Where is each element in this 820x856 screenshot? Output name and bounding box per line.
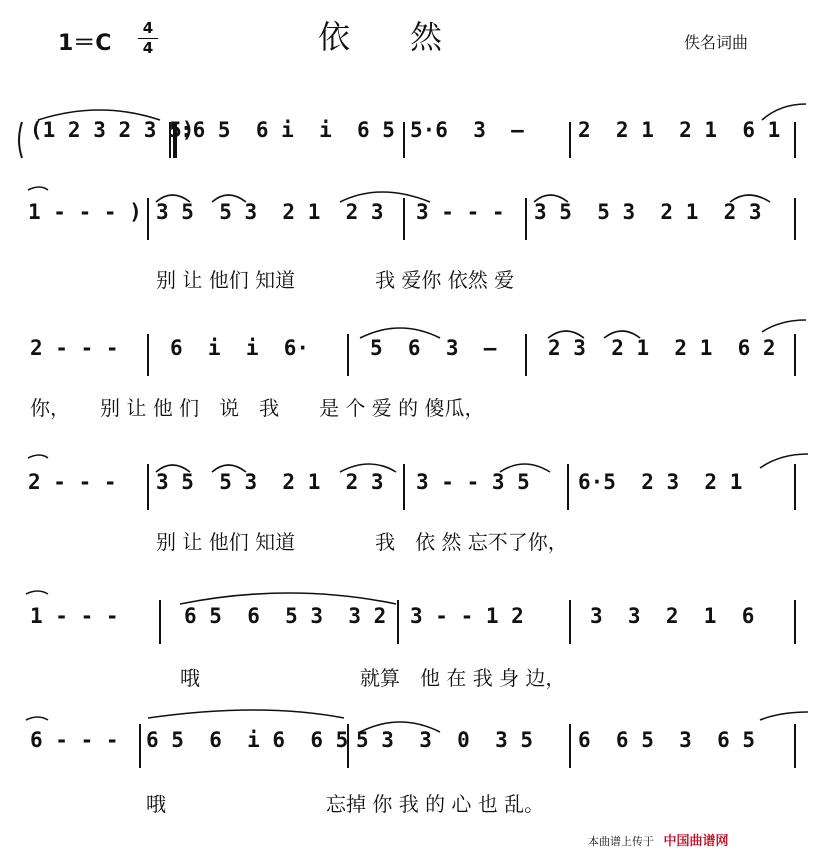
measure-4-4: 6·5 2 3 2 1 — [578, 470, 743, 494]
measure-6-2: 6 5 6 i 6 6 5 — [146, 728, 349, 752]
measure-6-3: 5 3 3 0 3 5 — [356, 728, 534, 752]
time-signature — [138, 20, 158, 57]
time-signature-top: 4 — [142, 19, 154, 37]
measure-5-1: 1 - - - — [30, 604, 119, 628]
staff-line-1 — [0, 100, 820, 170]
footer-upload-text: 本曲谱上传于 — [588, 835, 654, 848]
measure-4-3: 3 - - 3 5 — [416, 470, 530, 494]
measure-1-3: 5·6 3 — — [410, 118, 524, 142]
footer-site-logo[interactable]: 中国曲谱网 — [663, 834, 729, 849]
measure-2-1: 1 - - - ) — [28, 200, 142, 224]
measure-2-4: 3 5 5 3 2 1 2 3 — [534, 200, 762, 224]
measure-4-2: 3 5 5 3 2 1 2 3 — [156, 470, 384, 494]
measure-6-4: 6 6 5 3 6 5 — [578, 728, 756, 752]
staff-line-3 — [0, 318, 820, 388]
lyrics-line-2: 别 让 他们 知道 我 爱你 依然 爱 — [156, 268, 515, 292]
song-title: 依然 — [318, 18, 503, 56]
measure-3-1: 2 - - - — [30, 336, 119, 360]
measure-5-4: 3 3 2 1 6 — [590, 604, 755, 628]
measure-2-3: 3 - - - — [416, 200, 505, 224]
measure-3-2: 6 i i 6· — [170, 336, 310, 360]
measure-3-3: 5 6 3 — — [370, 336, 497, 360]
staff-line-4 — [0, 452, 820, 522]
measure-2-2: 3 5 5 3 2 1 2 3 — [156, 200, 384, 224]
measure-5-3: 3 - - 1 2 — [410, 604, 524, 628]
song-credit: 佚名词曲 — [684, 33, 749, 52]
key-signature: 1＝C — [58, 31, 112, 56]
measure-1-1: (1 2 3 2 3 5) — [30, 118, 195, 142]
measure-5-2: 6 5 6 5 3 3 2 — [184, 604, 387, 628]
measure-3-4: 2 3 2 1 2 1 6 2 — [548, 336, 776, 360]
time-signature-bottom: 4 — [142, 39, 154, 57]
footer — [588, 830, 729, 849]
measure-4-1: 2 - - - — [28, 470, 117, 494]
staff-line-5 — [0, 586, 820, 656]
measure-1-2: :6 5 6 i i 6 5 — [180, 118, 395, 142]
staff-line-6 — [0, 710, 820, 780]
lyrics-line-6: 哦 忘掉 你 我 的 心 也 乱。 — [146, 792, 545, 816]
staff-line-2 — [0, 182, 820, 252]
measure-1-4: 2 2 1 2 1 6 1 — [578, 118, 781, 142]
lyrics-line-4: 别 让 他们 知道 我 依 然 忘不了你， — [156, 530, 568, 554]
lyrics-line-3: 你， 别 让 他 们 说 我 是 个 爱 的 傻瓜， — [30, 396, 485, 420]
lyrics-line-5: 哦 就算 他 在 我 身 边， — [180, 666, 566, 690]
measure-6-1: 6 - - - — [30, 728, 119, 752]
